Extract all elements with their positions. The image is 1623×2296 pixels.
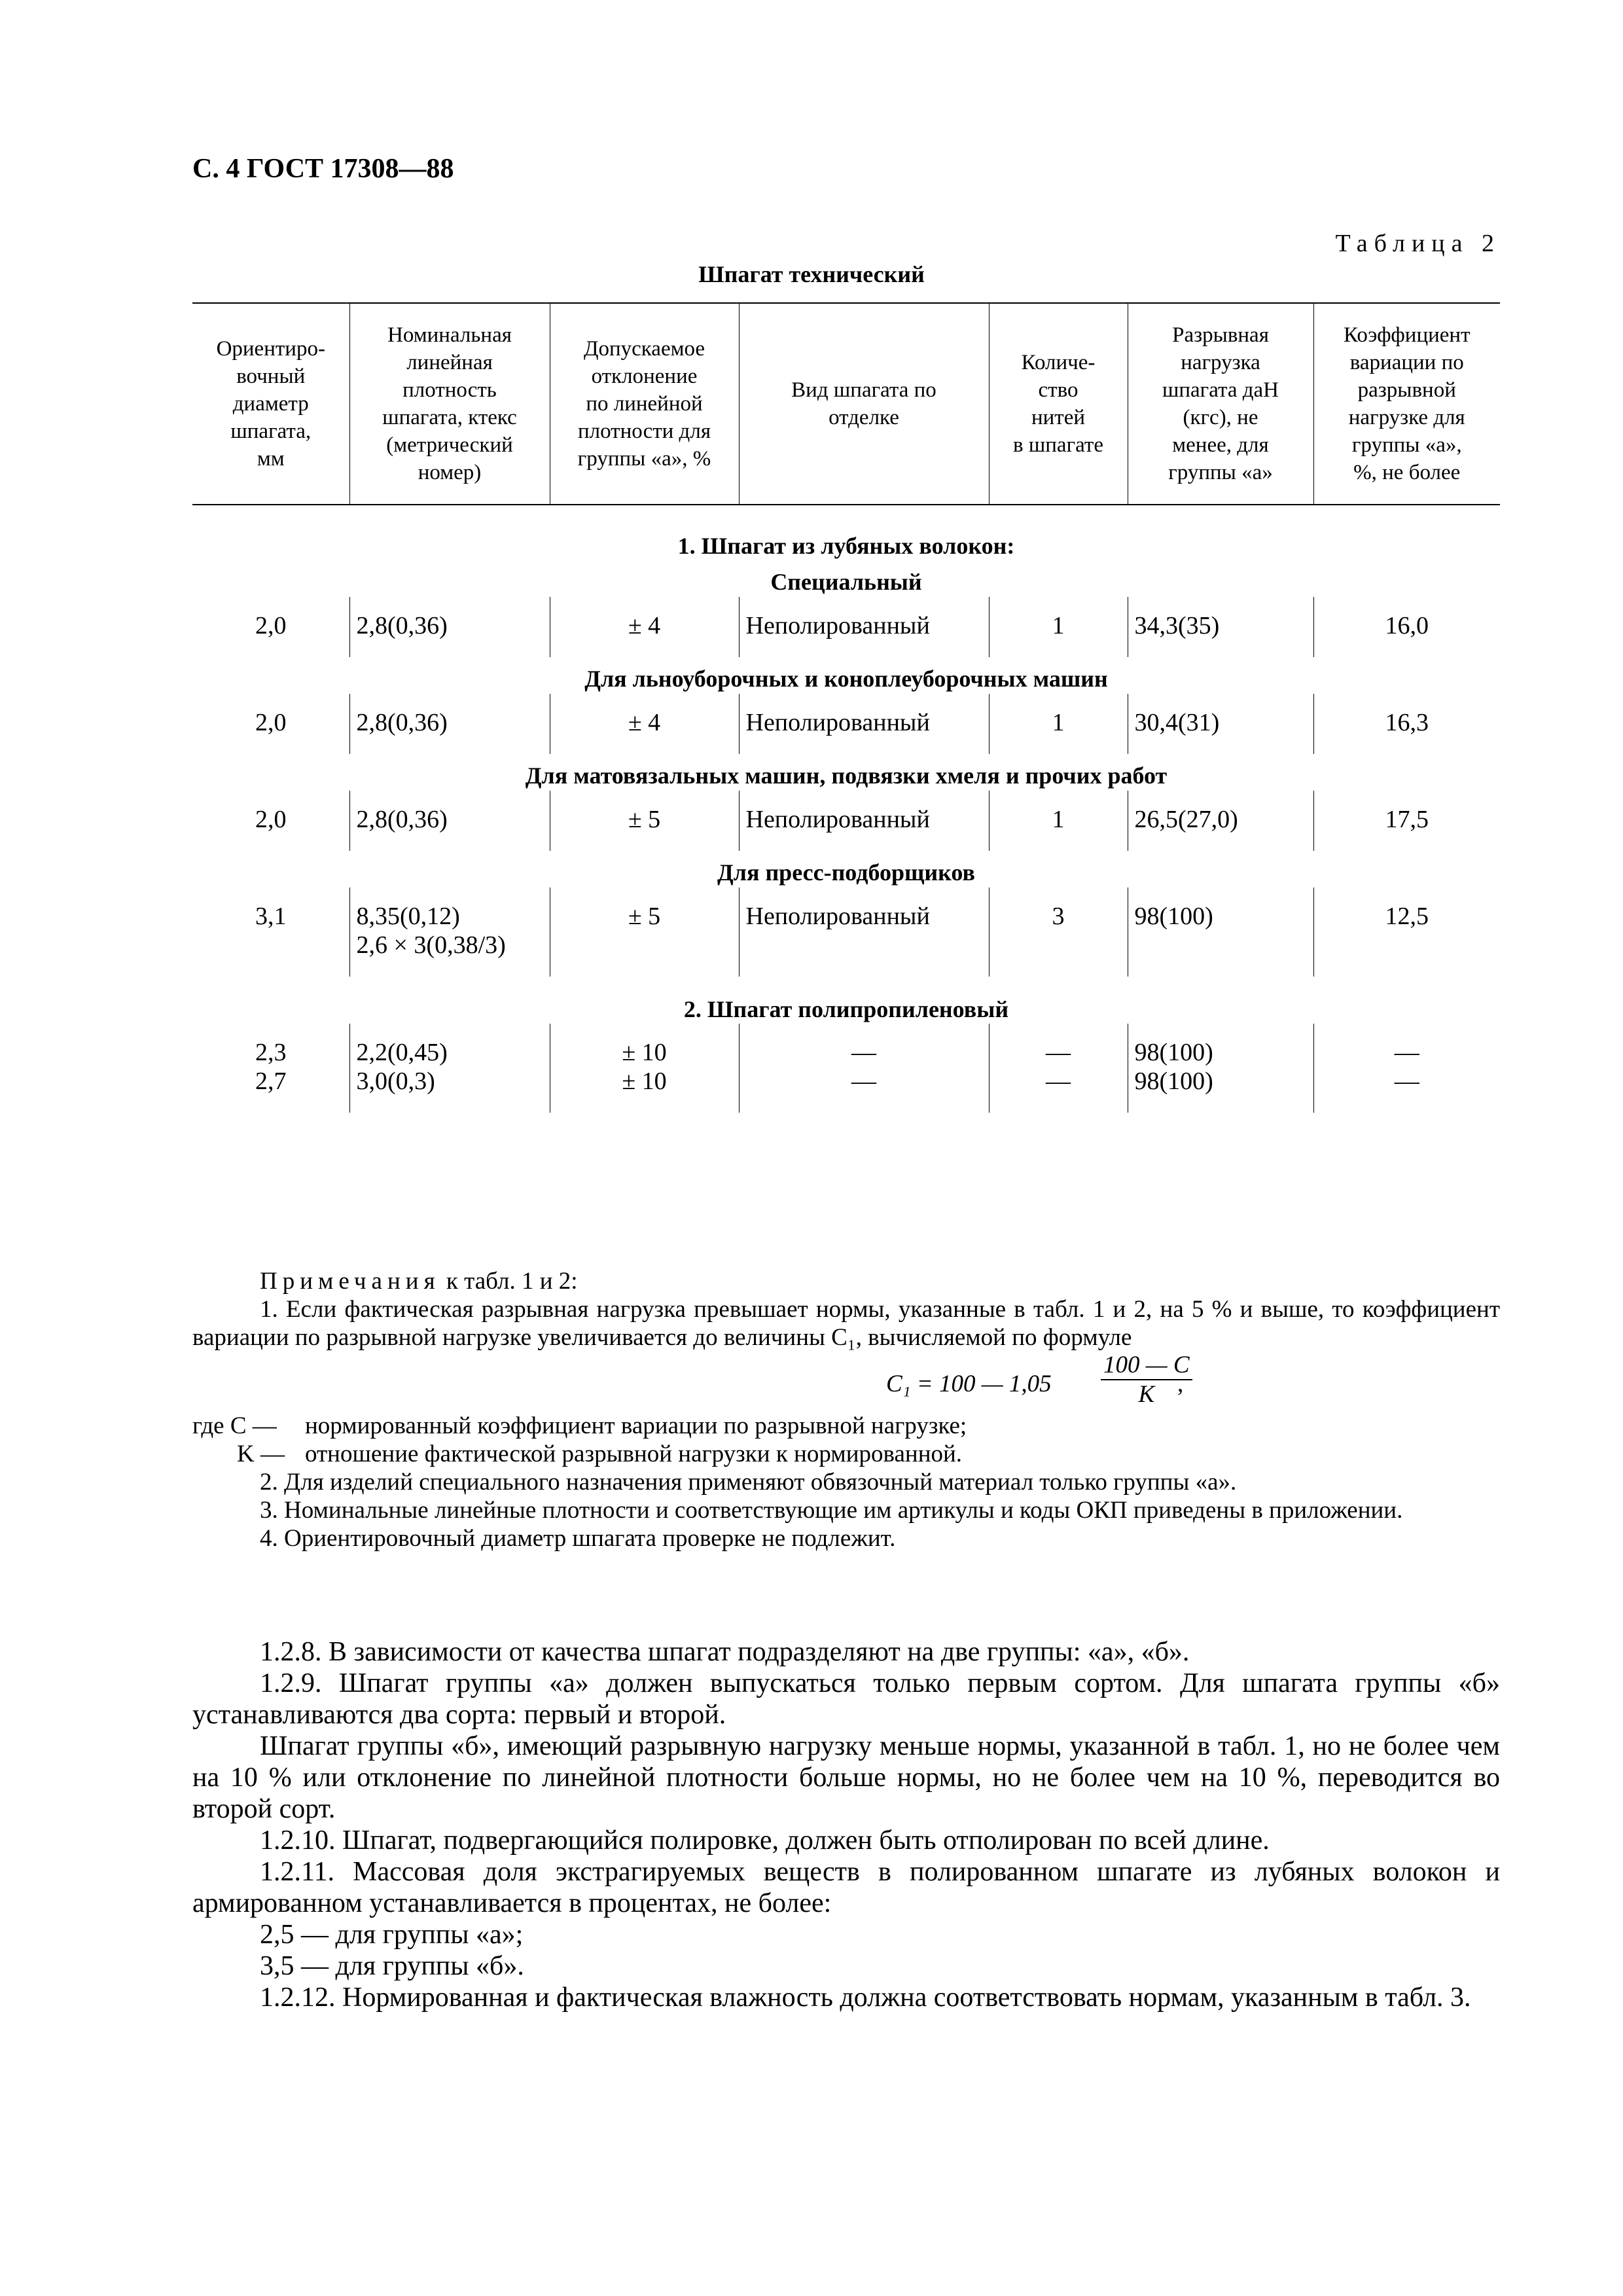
cell-threads: — — bbox=[989, 1024, 1128, 1113]
cell-breaking-load: 98(100) 98(100) bbox=[1128, 1024, 1313, 1113]
table-label: Таблица 2 bbox=[1335, 230, 1501, 257]
note-2: 2. Для изделий специального назначения применяют обвязочный материал только группы «а». bbox=[260, 1469, 1237, 1496]
table-row bbox=[192, 1024, 1500, 1113]
col-header-density: Номинальная линейная плотность шпагата, ктекс (метрический номер) bbox=[349, 303, 550, 505]
cell-deviation: ± 10 ± 10 bbox=[550, 1024, 739, 1113]
col-header-breaking-load: Разрывная нагрузка шпагата даН (кгс), не менее, для группы «а» bbox=[1128, 303, 1313, 505]
group-title: Для матовязальных машин, подвязки хмеля и прочих работ bbox=[525, 762, 1168, 789]
notes-heading-word: Примечания bbox=[260, 1268, 440, 1295]
cell-breaking-load: 98(100) bbox=[1128, 888, 1313, 977]
cell-diameter: 3,1 bbox=[255, 903, 287, 930]
body-text bbox=[192, 1636, 1500, 2013]
group-title-row bbox=[192, 851, 1500, 888]
cell-finish: Неполированный bbox=[739, 888, 989, 977]
cell-diameter: 2,3 2,7 bbox=[255, 1039, 287, 1095]
note-3: 3. Номинальные линейные плотности и соответствующие им артикулы и коды ОКП приведены в приложении. bbox=[260, 1497, 1403, 1524]
section-title: 2. Шпагат полипропиленовый bbox=[683, 996, 1009, 1022]
table-title: Шпагат технический bbox=[698, 261, 925, 287]
section-row bbox=[192, 977, 1500, 1024]
cell-threads: 3 bbox=[989, 888, 1128, 977]
twine-table bbox=[192, 302, 1500, 1113]
limit-group-a: 2,5 — для группы «а»; bbox=[260, 1920, 524, 1950]
group-title: Для пресс-подборщиков bbox=[717, 859, 975, 886]
notes-heading bbox=[192, 1267, 1500, 1295]
cell-density: 2,8(0,36) bbox=[349, 597, 550, 657]
cell-diameter: 2,0 bbox=[255, 709, 287, 736]
paragraph-1-2-9: 1.2.9. Шпагат группы «а» должен выпускаться только первым сортом. Для шпагата группы «б» устанавливаются два сорта: первый и второй. bbox=[192, 1668, 1500, 1730]
cell-deviation: ± 4 bbox=[550, 597, 739, 657]
paragraph-1-2-8: 1.2.8. В зависимости от качества шпагат подразделяют на две группы: «а», «б». bbox=[260, 1637, 1190, 1667]
cell-density: 8,35(0,12) 2,6 × 3(0,38/3) bbox=[349, 888, 550, 977]
group-title-row bbox=[192, 754, 1500, 791]
formula bbox=[192, 1352, 1500, 1412]
cell-breaking-load: 34,3(35) bbox=[1128, 597, 1313, 657]
section-title: 1. Шпагат из лубяных волокон: bbox=[677, 533, 1015, 559]
group-title: Для льноуборочных и коноплеуборочных машин bbox=[584, 666, 1108, 692]
cell-threads: 1 bbox=[989, 791, 1128, 851]
notes-block bbox=[192, 1267, 1500, 1552]
paragraph-1-2-11: 1.2.11. Массовая доля экстрагируемых веществ в полированном шпагате из лубяных волокон и армированном устанавливается в процентах, не более: bbox=[192, 1857, 1500, 1918]
notes-heading-rest: к табл. 1 и 2: bbox=[440, 1268, 578, 1295]
table-row bbox=[192, 597, 1500, 657]
cell-deviation: ± 4 bbox=[550, 694, 739, 754]
col-header-variation: Коэффициент вариации по разрывной нагрузке для группы «а», %, не более bbox=[1313, 303, 1500, 505]
cell-deviation: ± 5 bbox=[550, 888, 739, 977]
col-header-deviation: Допускаемое отклонение по линейной плотности для группы «а», % bbox=[550, 303, 739, 505]
cell-variation: 12,5 bbox=[1313, 888, 1500, 977]
cell-variation: — — bbox=[1313, 1024, 1500, 1113]
note-1: 1. Если фактическая разрывная нагрузка превышает нормы, указанные в табл. 1 и 2, на 5 % и выше, то коэффициент вариации по разрывной нагрузке увеличивается до величины C₁, вычисляемой по формуле bbox=[192, 1296, 1500, 1351]
table-row bbox=[192, 791, 1500, 851]
limit-group-b: 3,5 — для группы «б». bbox=[260, 1951, 524, 1981]
cell-diameter: 2,0 bbox=[255, 612, 287, 639]
legend-c bbox=[192, 1412, 1500, 1440]
paragraph-grade-b: Шпагат группы «б», имеющий разрывную нагрузку меньше нормы, указанной в табл. 1, но не более чем на 10 % или отклонение по линейной плотности больше нормы, но не более чем на 10 %, переводится во второй сорт. bbox=[192, 1731, 1500, 1824]
formula-numerator: 100 — C bbox=[1101, 1352, 1192, 1380]
note-4: 4. Ориентировочный диаметр шпагата проверке не подлежит. bbox=[260, 1525, 896, 1552]
group-title: Специальный bbox=[770, 569, 922, 595]
cell-diameter: 2,0 bbox=[255, 806, 287, 833]
legend-k bbox=[192, 1440, 1500, 1468]
legend-c-text: нормированный коэффициент вариации по разрывной нагрузке; bbox=[305, 1412, 967, 1439]
formula-denominator: K bbox=[1138, 1381, 1155, 1408]
cell-finish: Неполированный bbox=[739, 694, 989, 754]
cell-density: 2,8(0,36) bbox=[349, 791, 550, 851]
group-title-row bbox=[192, 657, 1500, 694]
paragraph-1-2-12: 1.2.12. Нормированная и фактическая влажность должна соответствовать нормам, указанным в табл. 3. bbox=[260, 1982, 1471, 2013]
cell-finish: — — bbox=[739, 1024, 989, 1113]
cell-density: 2,8(0,36) bbox=[349, 694, 550, 754]
formula-left: C₁ = 100 — 1,05 bbox=[886, 1371, 1052, 1397]
cell-finish: Неполированный bbox=[739, 597, 989, 657]
cell-variation: 16,3 bbox=[1313, 694, 1500, 754]
table-header-row bbox=[192, 303, 1500, 505]
cell-variation: 16,0 bbox=[1313, 597, 1500, 657]
legend-k-text: отношение фактической разрывной нагрузки к нормированной. bbox=[305, 1441, 963, 1467]
col-header-threads: Количе- ство нитей в шпагате bbox=[989, 303, 1128, 505]
col-header-finish: Вид шпагата по отделке bbox=[739, 303, 989, 505]
legend-c-symbol: где C — bbox=[192, 1412, 277, 1439]
table-row bbox=[192, 694, 1500, 754]
group-title-row bbox=[192, 560, 1500, 597]
cell-threads: 1 bbox=[989, 597, 1128, 657]
formula-comma: , bbox=[1177, 1371, 1184, 1397]
cell-density: 2,2(0,45) 3,0(0,3) bbox=[349, 1024, 550, 1113]
cell-breaking-load: 30,4(31) bbox=[1128, 694, 1313, 754]
cell-finish: Неполированный bbox=[739, 791, 989, 851]
cell-threads: 1 bbox=[989, 694, 1128, 754]
paragraph-1-2-10: 1.2.10. Шпагат, подвергающийся полировке, должен быть отполирован по всей длине. bbox=[260, 1825, 1270, 1856]
page-header: С. 4 ГОСТ 17308—88 bbox=[192, 154, 454, 184]
section-row bbox=[192, 505, 1500, 560]
cell-deviation: ± 5 bbox=[550, 791, 739, 851]
cell-breaking-load: 26,5(27,0) bbox=[1128, 791, 1313, 851]
table-row bbox=[192, 888, 1500, 977]
col-header-diameter: Ориентиро- вочный диаметр шпагата, мм bbox=[192, 303, 349, 505]
legend-k-symbol: K — bbox=[237, 1441, 285, 1467]
cell-variation: 17,5 bbox=[1313, 791, 1500, 851]
